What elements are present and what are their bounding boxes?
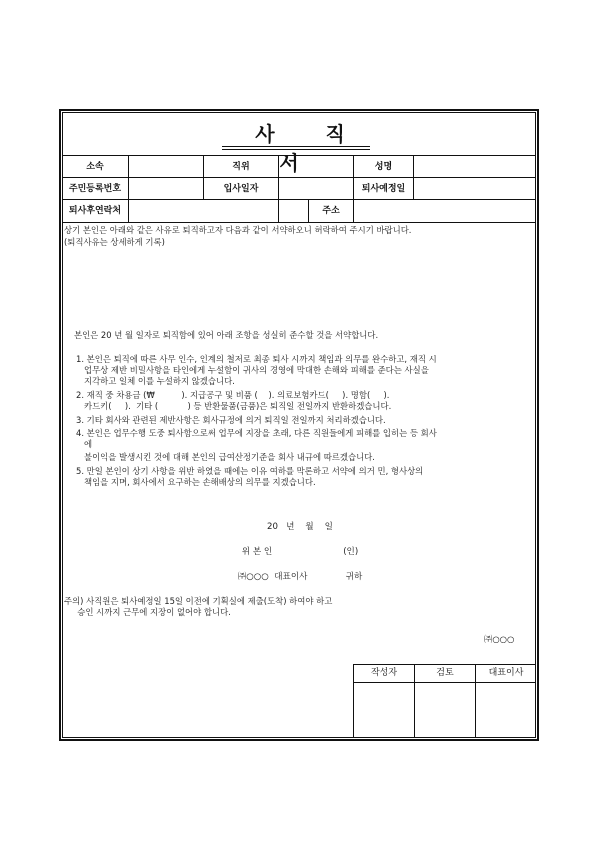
approval-review-sign[interactable]: [415, 683, 475, 737]
pledge-intro: 본인은 20 년 월 일자로 퇴직함에 있어 아래 조항을 성실히 준수할 것을 서약합니다.: [74, 330, 379, 340]
date-line: 20 년 월 일: [267, 522, 333, 532]
reason-textarea[interactable]: [64, 250, 534, 325]
label-name: 성명: [374, 162, 393, 172]
label-planned-resignation: 퇴사예정일: [361, 184, 406, 194]
post-contact-field[interactable]: [129, 200, 278, 222]
title-underline-2: [222, 149, 370, 150]
label-address: 주소: [322, 206, 340, 216]
clause-line: 2. 재직 중 차용금 (₩ ). 지급공구 및 비품 ( ). 의료보험카드( ). 명함( ).: [76, 390, 390, 400]
intro-line: 상기 본인은 아래와 같은 사유로 퇴직하고자 다음과 같이 서약하오니 허락하여 주시기 바랍니다.: [64, 225, 412, 235]
note-line: 승인 시까지 근무에 지장이 없어야 합니다.: [64, 607, 231, 617]
approval-writer-label: 작성자: [370, 668, 398, 678]
intro-note: (퇴직사유는 상세하게 기록): [64, 237, 165, 247]
address-field[interactable]: [354, 200, 535, 222]
approval-ceo-sign[interactable]: [476, 683, 535, 737]
label-dept: 소속: [86, 162, 104, 172]
label-resident-no: 주민등록번호: [68, 184, 122, 194]
clause-line: 5. 만일 본인이 상기 사항을 위반 하였을 때에는 이유 여하를 막론하고 서약에 의거 민, 형사상의: [76, 466, 424, 476]
clause-line: 업무상 제반 비밀사항을 타인에게 누설함이 귀사의 경영에 막대한 손해와 피해를 준다는 사실을: [76, 365, 429, 375]
clause-line: 지각하고 일체 이를 누설하지 않겠습니다.: [76, 376, 235, 386]
signer-line: 위 본 인 (인): [241, 547, 359, 557]
note-line: 주의) 사직원은 퇴사예정일 15일 이전에 기획실에 제출(도착) 하여야 하고: [64, 596, 333, 606]
approval-ceo-label: 대표이사: [488, 668, 524, 678]
clause-line: 1. 본인은 퇴직에 따른 사무 인수, 인계의 철저로 최종 퇴사 시까지 책임과 의무를 완수하고, 재직 시: [76, 354, 437, 364]
label-position: 직위: [232, 162, 250, 172]
approval-review-label: 검토: [436, 668, 454, 678]
clause-line: 4. 본인은 업무수행 도중 퇴사함으로써 업무에 지장을 초래, 다른 직원들에게 피해를 입히는 등 회사: [76, 428, 437, 438]
label-hire-date: 입사일자: [223, 184, 259, 194]
form-title: 사 직 서: [255, 122, 367, 175]
table-bottom-line: [62, 222, 536, 223]
name-field[interactable]: [414, 156, 535, 177]
planned-resignation-field[interactable]: [414, 178, 535, 199]
clause-line: 3. 기타 회사와 관련된 제반사항은 회사규정에 의거 퇴직일 전일까지 처리하겠습니다.: [76, 415, 386, 425]
hire-date-field[interactable]: [279, 178, 353, 199]
resident-no-field[interactable]: [129, 178, 203, 199]
clause-line: 에: [76, 439, 93, 449]
title-underline: [222, 146, 370, 147]
clause-line: 카드키( ). 기타 ( ) 등 반환물품(금품)은 퇴직일 전일까지 반환하겠습니다.: [76, 401, 392, 411]
approval-writer-sign[interactable]: [354, 683, 414, 737]
clause-line: 불이익을 발생시킨 것에 대해 본인의 급여산정기준을 회사 내규에 따르겠습니다.: [76, 452, 375, 462]
addressee-line: ㈜○○○ 대표이사 귀하: [237, 572, 363, 582]
company-mark: ㈜○○○: [484, 634, 515, 644]
dept-field[interactable]: [129, 156, 203, 177]
position-field[interactable]: [279, 156, 353, 177]
label-post-contact: 퇴사후연락처: [68, 206, 122, 216]
clause-line: 책임을 지며, 회사에서 요구하는 손해배상의 의무를 지겠습니다.: [76, 477, 316, 487]
